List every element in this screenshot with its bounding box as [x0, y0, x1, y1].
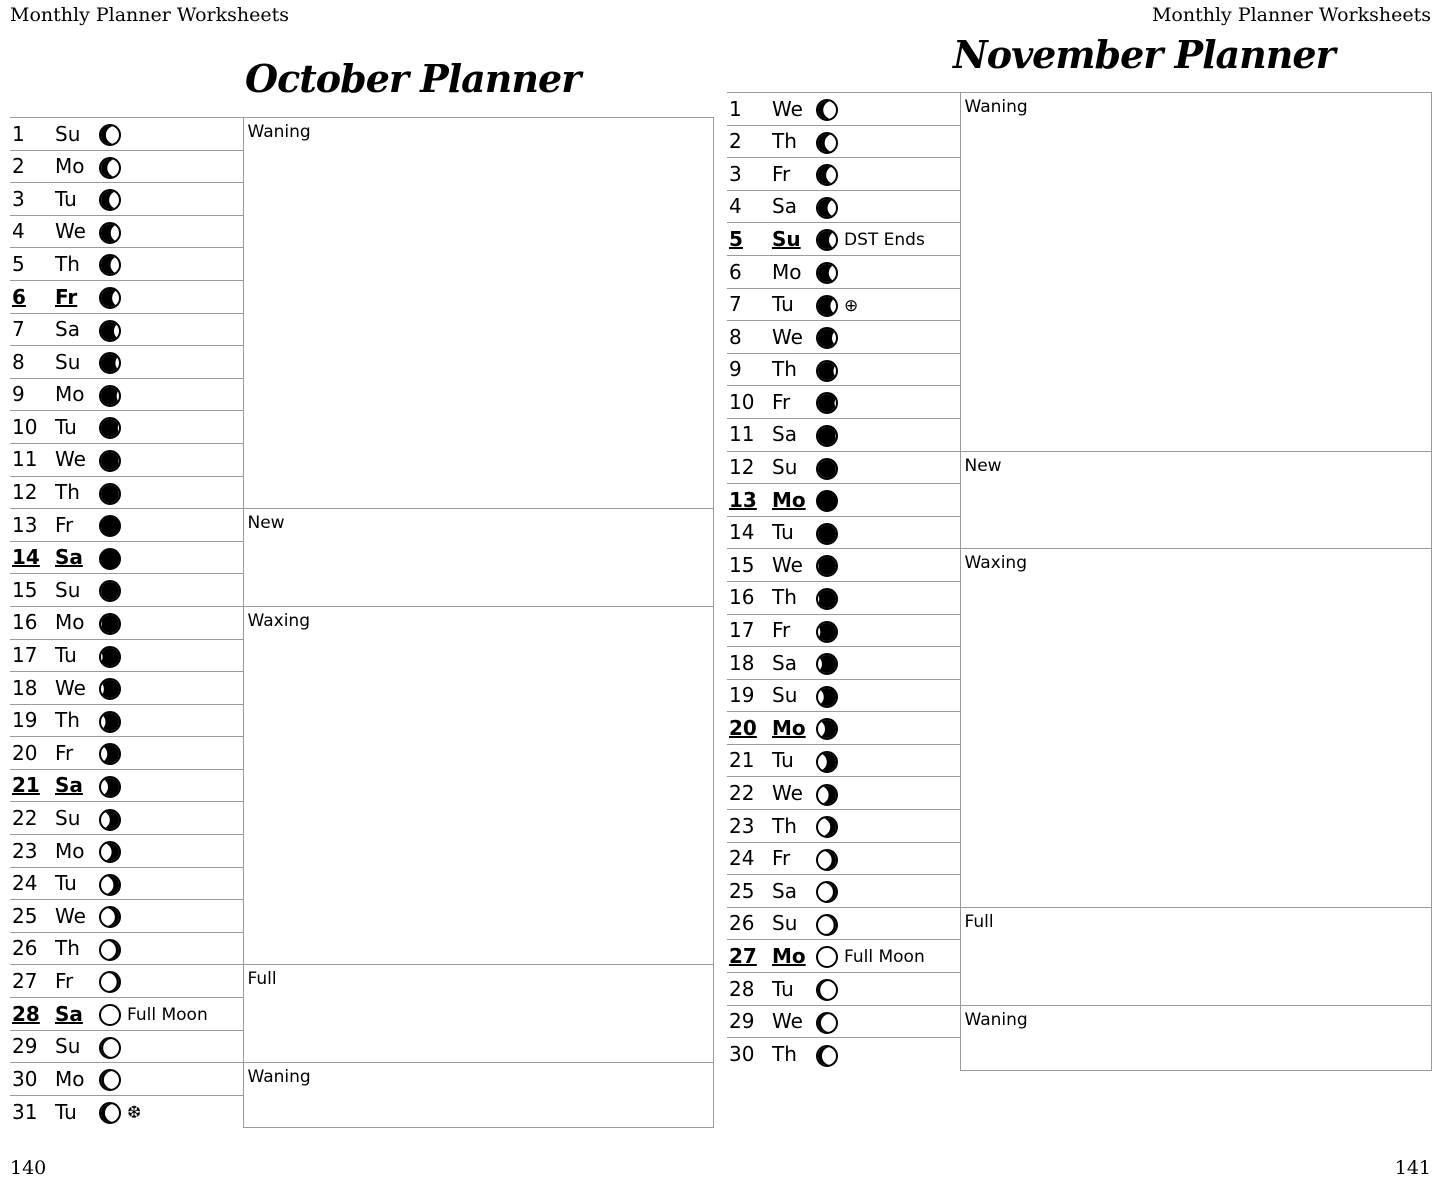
day-cell	[727, 190, 960, 223]
day-cell	[10, 118, 243, 151]
weekday-label: Su	[55, 1034, 81, 1059]
day-cell	[10, 704, 243, 737]
day-number: 21	[12, 773, 40, 798]
moon-phase-icon	[99, 450, 121, 472]
day-number: 19	[12, 708, 38, 733]
moon-phase-icon	[816, 653, 838, 675]
weekday-label: Fr	[772, 846, 791, 871]
moon-phase-icon	[99, 613, 121, 635]
weekday-label: Mo	[55, 154, 85, 179]
weekday-label: Su	[772, 226, 801, 251]
weekday-label: Sa	[55, 1001, 83, 1026]
moon-phase-icon	[99, 287, 121, 309]
weekday-label: Sa	[772, 878, 797, 903]
day-number: 30	[12, 1066, 38, 1091]
weekday-label: Su	[772, 683, 798, 708]
weekday-label: Fr	[772, 161, 791, 186]
day-cell	[10, 443, 243, 476]
moon-phase-icon	[99, 743, 121, 765]
weekday-label: Th	[772, 813, 797, 838]
october-day-row	[10, 965, 713, 998]
day-number: 20	[12, 740, 38, 765]
weekday-label: Tu	[55, 414, 77, 439]
day-cell	[727, 223, 960, 256]
moon-phase-icon	[99, 189, 121, 211]
day-number: 5	[12, 251, 25, 276]
moon-phase-icon	[816, 197, 838, 219]
day-number: 1	[729, 96, 742, 121]
day-number: 16	[12, 610, 38, 635]
day-number: 4	[729, 194, 742, 219]
weekday-label: Mo	[772, 715, 806, 740]
weekday-label: Th	[55, 936, 80, 961]
november-planner-title: November Planner	[953, 32, 1335, 77]
day-cell	[727, 907, 960, 940]
day-cell	[10, 476, 243, 509]
day-number: 3	[12, 186, 25, 211]
day-cell	[10, 737, 243, 770]
weekday-label: Th	[55, 480, 80, 505]
day-cell	[10, 215, 243, 248]
day-number: 28	[12, 1001, 40, 1026]
day-number: 8	[12, 349, 25, 374]
day-cell	[10, 769, 243, 802]
moon-phase-icon	[816, 262, 838, 284]
weekday-label: Fr	[772, 618, 791, 643]
moon-phase-icon	[816, 360, 838, 382]
weekday-label: We	[55, 903, 86, 928]
november-day-row	[727, 907, 1431, 940]
moon-phase-icon	[99, 352, 121, 374]
wheel-symbol-icon: ❆	[127, 1103, 142, 1124]
day-number: 14	[729, 520, 755, 545]
weekday-label: Th	[772, 129, 797, 154]
day-number: 5	[729, 226, 743, 251]
day-cell	[727, 353, 960, 386]
day-cell	[727, 549, 960, 582]
day-number: 23	[729, 813, 755, 838]
day-cell	[727, 125, 960, 158]
weekday-label: Sa	[772, 422, 797, 447]
day-cell	[727, 321, 960, 354]
moon-phase-icon	[816, 327, 838, 349]
weekday-label: Fr	[55, 968, 74, 993]
moon-phase-icon	[99, 1102, 121, 1124]
day-number: 12	[12, 480, 38, 505]
moon-phase-icon	[99, 580, 121, 602]
weekday-label: Tu	[55, 1099, 77, 1124]
moon-phase-icon	[816, 718, 838, 740]
weekday-label: Tu	[772, 748, 794, 773]
november-day-row	[727, 93, 1431, 126]
day-number: 15	[729, 552, 755, 577]
day-number: 9	[12, 382, 25, 407]
day-cell	[10, 965, 243, 998]
moon-phase-section[interactable]	[243, 606, 713, 965]
phase-label: Waning	[964, 1009, 1028, 1030]
weekday-label: Tu	[772, 520, 794, 545]
moon-phase-section[interactable]	[960, 1005, 1431, 1070]
day-number: 15	[12, 577, 38, 602]
moon-phase-section[interactable]	[960, 549, 1431, 908]
moon-phase-icon	[816, 686, 838, 708]
day-number: 27	[12, 968, 38, 993]
moon-phase-icon	[816, 132, 838, 154]
day-number: 10	[12, 414, 38, 439]
day-cell	[10, 672, 243, 705]
day-number: 26	[12, 936, 38, 961]
day-number: 31	[12, 1099, 38, 1124]
weekday-label: Sa	[55, 773, 83, 798]
day-number: 17	[729, 618, 755, 643]
day-number: 6	[729, 259, 742, 284]
day-number: 11	[729, 422, 755, 447]
day-number: 28	[729, 976, 755, 1001]
phase-label: New	[247, 513, 285, 534]
day-cell	[727, 418, 960, 451]
weekday-label: Mo	[772, 259, 802, 284]
weekday-label: We	[55, 219, 86, 244]
day-number: 13	[729, 487, 757, 512]
day-cell	[727, 842, 960, 875]
phase-label: New	[964, 455, 1002, 476]
day-number: 19	[729, 683, 755, 708]
weekday-label: Fr	[55, 740, 74, 765]
moon-phase-section[interactable]	[960, 907, 1431, 1005]
moon-phase-icon	[816, 588, 838, 610]
moon-phase-icon	[99, 254, 121, 276]
weekday-label: Su	[55, 806, 81, 831]
day-cell	[727, 581, 960, 614]
day-cell	[727, 777, 960, 810]
phase-label: Waning	[247, 122, 311, 142]
weekday-label: Su	[55, 349, 81, 374]
weekday-label: We	[55, 675, 86, 700]
day-cell	[10, 932, 243, 965]
day-cell	[10, 150, 243, 183]
weekday-label: Su	[772, 455, 798, 480]
october-day-row	[10, 1063, 713, 1096]
day-cell	[727, 712, 960, 745]
day-number: 18	[12, 675, 38, 700]
weekday-label: We	[772, 324, 803, 349]
weekday-label: We	[55, 447, 86, 472]
day-number: 7	[12, 317, 25, 342]
moon-phase-icon	[99, 809, 121, 831]
day-number: 29	[729, 1009, 755, 1034]
day-number: 30	[729, 1042, 755, 1067]
day-cell	[10, 248, 243, 281]
day-cell	[727, 93, 960, 126]
weekday-label: We	[772, 781, 803, 806]
moon-phase-icon	[816, 621, 838, 643]
weekday-label: Sa	[772, 194, 797, 219]
moon-phase-icon	[99, 678, 121, 700]
weekday-label: Mo	[55, 1066, 85, 1091]
day-cell	[727, 255, 960, 288]
weekday-label: Mo	[55, 610, 85, 635]
moon-phase-icon	[99, 515, 121, 537]
moon-phase-icon	[816, 295, 838, 317]
october-planner-title: October Planner	[245, 56, 581, 101]
day-number: 17	[12, 643, 38, 668]
weekday-label: We	[772, 552, 803, 577]
moon-phase-icon	[816, 816, 838, 838]
day-note: Full Moon	[844, 947, 925, 968]
moon-phase-icon	[99, 222, 121, 244]
november-day-row	[727, 451, 1431, 484]
day-cell	[727, 516, 960, 549]
moon-phase-section[interactable]	[243, 509, 713, 607]
weekday-label: Tu	[55, 871, 77, 896]
day-cell	[10, 183, 243, 216]
day-cell	[727, 484, 960, 517]
moon-phase-icon	[99, 1037, 121, 1059]
moon-phase-icon	[99, 1004, 121, 1026]
day-cell	[727, 451, 960, 484]
day-number: 9	[729, 357, 742, 382]
day-number: 11	[12, 447, 38, 472]
moon-phase-icon	[99, 417, 121, 439]
weekday-label: Th	[772, 357, 797, 382]
day-number: 6	[12, 284, 26, 309]
day-number: 1	[12, 121, 25, 146]
day-cell	[727, 1038, 960, 1071]
day-cell	[10, 378, 243, 411]
day-number: 16	[729, 585, 755, 610]
moon-phase-section[interactable]	[960, 451, 1431, 549]
october-day-row	[10, 118, 713, 151]
moon-phase-icon	[816, 392, 838, 414]
day-number: 13	[12, 512, 38, 537]
day-cell	[10, 867, 243, 900]
day-cell	[10, 900, 243, 933]
day-number: 8	[729, 324, 742, 349]
day-cell	[10, 998, 243, 1031]
phase-label: Full	[247, 969, 277, 990]
weekday-label: Su	[55, 577, 81, 602]
day-cell	[10, 346, 243, 379]
day-cell	[10, 411, 243, 444]
earth-symbol-icon: ⊕	[844, 295, 859, 316]
moon-phase-icon	[99, 548, 121, 570]
day-number: 12	[729, 455, 755, 480]
moon-phase-icon	[99, 711, 121, 733]
moon-phase-icon	[816, 1045, 838, 1067]
moon-phase-icon	[99, 483, 121, 505]
left-page-number: 140	[10, 1157, 47, 1179]
day-cell	[10, 1063, 243, 1096]
day-number: 7	[729, 292, 742, 317]
weekday-label: Fr	[772, 389, 791, 414]
day-cell	[10, 509, 243, 542]
day-number: 10	[729, 389, 755, 414]
day-cell	[10, 1095, 243, 1128]
moon-phase-icon	[99, 385, 121, 407]
weekday-label: We	[772, 1009, 803, 1034]
moon-phase-icon	[816, 425, 838, 447]
moon-phase-icon	[99, 841, 121, 863]
moon-phase-icon	[816, 1012, 838, 1034]
day-number: 22	[729, 781, 755, 806]
day-cell	[727, 940, 960, 973]
weekday-label: Mo	[772, 943, 806, 968]
moon-phase-section[interactable]	[243, 118, 713, 509]
day-number: 14	[12, 545, 40, 570]
day-number: 2	[12, 154, 25, 179]
weekday-label: Fr	[55, 284, 78, 309]
day-number: 24	[12, 871, 38, 896]
phase-label: Waxing	[964, 553, 1027, 574]
phase-label: Waning	[964, 97, 1028, 117]
day-note: Full Moon	[127, 1005, 208, 1026]
day-cell	[10, 574, 243, 607]
weekday-label: Mo	[55, 838, 85, 863]
day-cell	[10, 639, 243, 672]
moon-phase-icon	[99, 874, 121, 896]
weekday-label: Sa	[55, 317, 80, 342]
day-cell	[10, 606, 243, 639]
november-planner-table	[727, 92, 1432, 1071]
day-number: 3	[729, 161, 742, 186]
moon-phase-section[interactable]	[960, 93, 1431, 452]
moon-phase-icon	[816, 784, 838, 806]
moon-phase-icon	[816, 914, 838, 936]
day-cell	[10, 1030, 243, 1063]
weekday-label: Th	[55, 251, 80, 276]
day-cell	[727, 158, 960, 191]
day-cell	[727, 679, 960, 712]
october-day-row	[10, 606, 713, 639]
weekday-label: Th	[772, 1042, 797, 1067]
weekday-label: Th	[772, 585, 797, 610]
weekday-label: Tu	[772, 976, 794, 1001]
moon-phase-icon	[816, 946, 838, 968]
moon-phase-icon	[816, 229, 838, 251]
day-cell	[727, 875, 960, 908]
day-cell	[10, 835, 243, 868]
weekday-label: Mo	[772, 487, 806, 512]
moon-phase-icon	[99, 157, 121, 179]
day-cell	[727, 647, 960, 680]
weekday-label: Th	[55, 708, 80, 733]
moon-phase-icon	[99, 646, 121, 668]
day-number: 29	[12, 1034, 38, 1059]
phase-label: Waning	[247, 1067, 311, 1088]
moon-phase-icon	[816, 164, 838, 186]
day-number: 22	[12, 806, 38, 831]
november-day-row	[727, 549, 1431, 582]
weekday-label: Mo	[55, 382, 85, 407]
moon-phase-icon	[816, 523, 838, 545]
day-cell	[727, 973, 960, 1006]
day-number: 2	[729, 129, 742, 154]
weekday-label: Tu	[772, 292, 794, 317]
moon-phase-icon	[99, 320, 121, 342]
weekday-label: We	[772, 96, 803, 121]
day-number: 21	[729, 748, 755, 773]
day-number: 20	[729, 715, 757, 740]
day-number: 25	[12, 903, 38, 928]
day-number: 4	[12, 219, 25, 244]
day-number: 27	[729, 943, 757, 968]
day-cell	[10, 280, 243, 313]
moon-phase-icon	[816, 881, 838, 903]
day-note: DST Ends	[844, 230, 925, 251]
day-cell	[727, 1005, 960, 1038]
moon-phase-icon	[99, 906, 121, 928]
day-number: 24	[729, 846, 755, 871]
weekday-label: Su	[55, 121, 81, 146]
weekday-label: Sa	[772, 650, 797, 675]
october-planner-table	[10, 117, 714, 1128]
day-number: 25	[729, 878, 755, 903]
day-cell	[727, 614, 960, 647]
weekday-label: Tu	[55, 643, 77, 668]
day-number: 26	[729, 911, 755, 936]
weekday-label: Su	[772, 911, 798, 936]
day-number: 23	[12, 838, 38, 863]
day-cell	[10, 313, 243, 346]
moon-phase-icon	[99, 776, 121, 798]
moon-phase-icon	[816, 979, 838, 1001]
day-cell	[10, 802, 243, 835]
phase-label: Waxing	[247, 610, 310, 631]
weekday-label: Sa	[55, 545, 83, 570]
day-cell	[727, 386, 960, 419]
weekday-label: Fr	[55, 512, 74, 537]
left-running-header: Monthly Planner Worksheets	[10, 4, 290, 26]
day-number: 18	[729, 650, 755, 675]
november-day-row	[727, 1005, 1431, 1038]
moon-phase-section[interactable]	[243, 1063, 713, 1128]
phase-label: Full	[964, 911, 994, 932]
moon-phase-icon	[816, 490, 838, 512]
moon-phase-icon	[99, 971, 121, 993]
moon-phase-icon	[99, 939, 121, 961]
moon-phase-icon	[816, 555, 838, 577]
moon-phase-icon	[816, 751, 838, 773]
moon-phase-icon	[816, 99, 838, 121]
day-cell	[727, 810, 960, 843]
day-cell	[10, 541, 243, 574]
day-cell	[727, 744, 960, 777]
weekday-label: Tu	[55, 186, 77, 211]
moon-phase-icon	[99, 1069, 121, 1091]
moon-phase-icon	[99, 124, 121, 146]
moon-phase-icon	[816, 458, 838, 480]
right-page-number: 141	[1394, 1157, 1431, 1179]
october-day-row	[10, 509, 713, 542]
right-running-header: Monthly Planner Worksheets	[1151, 4, 1431, 26]
moon-phase-icon	[816, 849, 838, 871]
moon-phase-section[interactable]	[243, 965, 713, 1063]
day-cell	[727, 288, 960, 321]
